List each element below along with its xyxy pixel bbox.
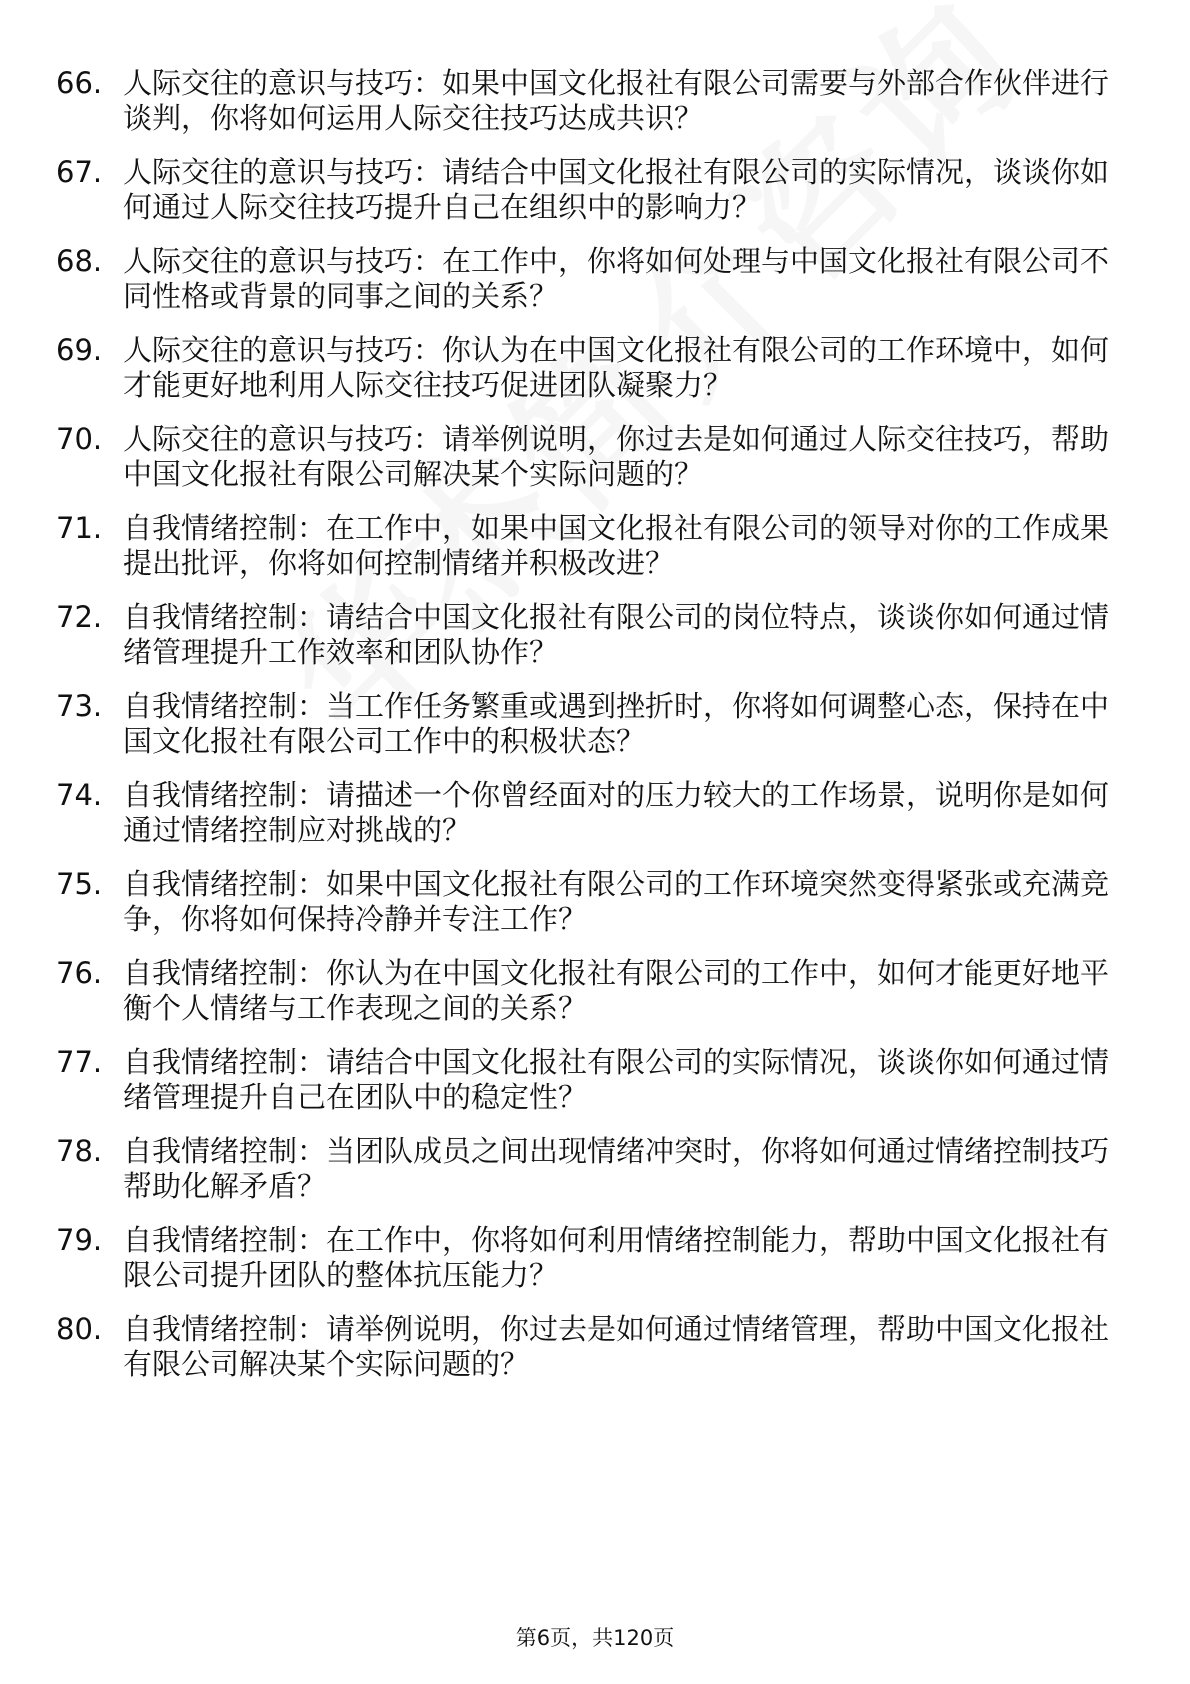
question-number: 74.	[56, 778, 103, 812]
question-item	[56, 244, 1116, 314]
question-text: 自我情绪控制：在工作中，如果中国文化报社有限公司的领导对你的工作成果提出批评，你将如何控制情绪并积极改进？	[123, 511, 1110, 580]
question-item	[56, 1045, 1116, 1115]
question-item	[56, 66, 1116, 136]
question-list	[56, 66, 1116, 1401]
question-text: 自我情绪控制：你认为在中国文化报社有限公司的工作中，如何才能更好地平衡个人情绪与工作表现之间的关系？	[123, 956, 1110, 1025]
question-item	[56, 778, 1116, 848]
question-text: 人际交往的意识与技巧：在工作中，你将如何处理与中国文化报社有限公司不同性格或背景的同事之间的关系？	[123, 244, 1110, 313]
question-text: 自我情绪控制：当工作任务繁重或遇到挫折时，你将如何调整心态，保持在中国文化报社有限公司工作中的积极状态？	[123, 689, 1110, 758]
question-number: 66.	[56, 66, 103, 100]
question-number: 71.	[56, 511, 103, 545]
question-item	[56, 333, 1116, 403]
question-item	[56, 155, 1116, 225]
question-text: 自我情绪控制：请结合中国文化报社有限公司的实际情况，谈谈你如何通过情绪管理提升自己在团队中的稳定性？	[123, 1045, 1110, 1114]
question-number: 72.	[56, 600, 103, 634]
page-footer: 第6页，共120页	[515, 1626, 675, 1650]
question-number: 70.	[56, 422, 103, 456]
question-item	[56, 1134, 1116, 1204]
question-text: 自我情绪控制：请描述一个你曾经面对的压力较大的工作场景，说明你是如何通过情绪控制应对挑战的？	[123, 778, 1110, 847]
question-text: 自我情绪控制：如果中国文化报社有限公司的工作环境突然变得紧张或充满竞争，你将如何保持冷静并专注工作？	[123, 867, 1110, 936]
question-text: 人际交往的意识与技巧：如果中国文化报社有限公司需要与外部合作伙伴进行谈判，你将如何运用人际交往技巧达成共识？	[123, 66, 1110, 135]
question-number: 78.	[56, 1134, 103, 1168]
question-text: 人际交往的意识与技巧：你认为在中国文化报社有限公司的工作环境中，如何才能更好地利用人际交往技巧促进团队凝聚力？	[123, 333, 1110, 402]
question-text: 自我情绪控制：当团队成员之间出现情绪冲突时，你将如何通过情绪控制技巧帮助化解矛盾？	[123, 1134, 1110, 1203]
question-number: 68.	[56, 244, 103, 278]
question-item	[56, 1312, 1116, 1382]
question-item	[56, 956, 1116, 1026]
question-item	[56, 600, 1116, 670]
question-text: 人际交往的意识与技巧：请结合中国文化报社有限公司的实际情况，谈谈你如何通过人际交往技巧提升自己在组织中的影响力？	[123, 155, 1110, 224]
question-text: 人际交往的意识与技巧：请举例说明，你过去是如何通过人际交往技巧，帮助中国文化报社有限公司解决某个实际问题的？	[123, 422, 1110, 491]
question-number: 73.	[56, 689, 103, 723]
question-item	[56, 1223, 1116, 1293]
question-number: 67.	[56, 155, 103, 189]
question-number: 77.	[56, 1045, 103, 1079]
question-number: 75.	[56, 867, 103, 901]
question-number: 76.	[56, 956, 103, 990]
question-number: 79.	[56, 1223, 103, 1257]
question-number: 69.	[56, 333, 103, 367]
question-text: 自我情绪控制：在工作中，你将如何利用情绪控制能力，帮助中国文化报社有限公司提升团队的整体抗压能力？	[123, 1223, 1110, 1292]
question-number: 80.	[56, 1312, 103, 1346]
question-text: 自我情绪控制：请结合中国文化报社有限公司的岗位特点，谈谈你如何通过情绪管理提升工作效率和团队协作？	[123, 600, 1110, 669]
question-item	[56, 422, 1116, 492]
question-item	[56, 867, 1116, 937]
question-text: 自我情绪控制：请举例说明，你过去是如何通过情绪管理，帮助中国文化报社有限公司解决某个实际问题的？	[123, 1312, 1110, 1381]
question-item	[56, 689, 1116, 759]
question-item	[56, 511, 1116, 581]
